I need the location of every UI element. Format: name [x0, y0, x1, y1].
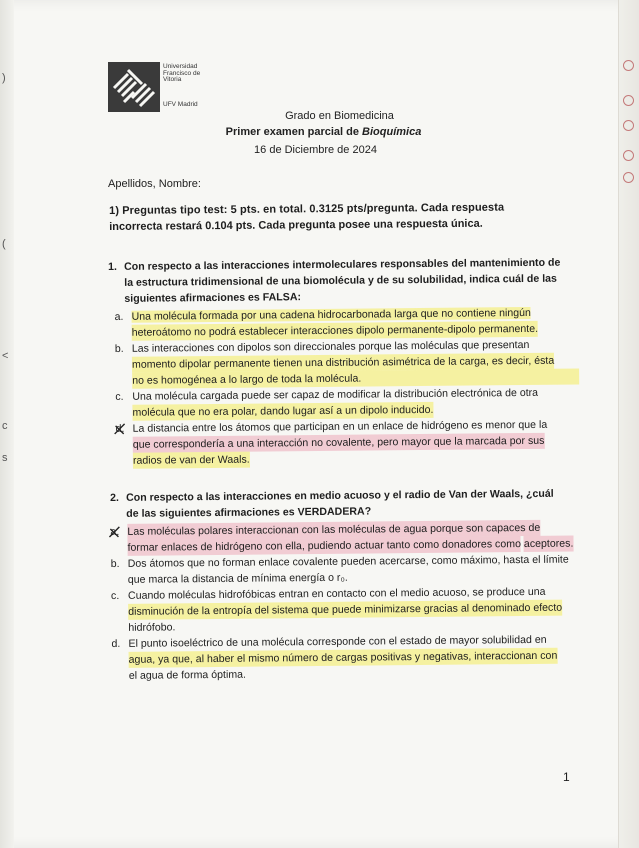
question-line: la estructura tridimensional de una biomolécula y de su solubilidad, indica cuál de las — [124, 272, 557, 289]
option-line: el agua de forma óptima. — [128, 668, 247, 682]
edge-mark: c — [2, 420, 8, 432]
option-line: Una molécula formada por una cadena hidrocarbonada larga que no contiene ningún — [131, 306, 531, 323]
question-2 — [110, 485, 582, 684]
exam-title — [4, 126, 639, 138]
option-line: disminución de la entropía del sistema que puede minimizarse gracias al denominado efecto — [128, 601, 563, 618]
edge-mark: s — [2, 452, 8, 464]
exam-subject: Bioquímica — [362, 126, 422, 138]
answer-option-c[interactable] — [111, 583, 581, 636]
selected-mark-icon — [114, 423, 126, 435]
question-number: 1. — [108, 260, 117, 273]
edge-mark: ( — [2, 238, 6, 250]
answer-option-c[interactable] — [115, 384, 579, 420]
question-line: Con respecto a las interacciones intermoleculares responsables del mantenimiento de — [124, 256, 561, 273]
question-number: 2. — [110, 491, 119, 504]
section-line: incorrecta restará 0.104 pts. Cada pregunta posee una respuesta única. — [109, 217, 483, 233]
exam-date: 16 de Diciembre de 2024 — [254, 144, 377, 156]
degree-title: Grado en Biomedicina — [285, 110, 394, 122]
option-line: formar enlaces de hidrógeno con ella, pudiendo actuar tanto como donadores como — [127, 538, 522, 554]
option-letter: a. — [110, 525, 120, 538]
selected-mark-icon — [108, 526, 120, 538]
question-stem — [124, 254, 578, 306]
option-letter: c. — [110, 589, 120, 602]
option-line: Dos átomos que no forman enlace covalente pueden acercarse, como máximo, hasta el límite — [127, 553, 569, 570]
university-name-line: Universidad — [163, 63, 198, 70]
answer-option-b[interactable] — [111, 551, 581, 588]
strip-dot — [623, 60, 634, 71]
option-line: que correspondería a una interacción no covalente, pero mayor que la marcada por sus — [132, 434, 545, 451]
strip-dot — [623, 172, 634, 183]
exam-title-text: Primer examen parcial de — [225, 126, 363, 138]
option-line: momento dipolar permanente tienen una distribución asimétrica de la carga, es decir, ésta — [131, 354, 555, 371]
question-line: de las siguientes afirmaciones es VERDADERA? — [126, 505, 372, 520]
option-line: Cuando moléculas hidrofóbicas entran en contacto con el medio acuoso, se produce una — [127, 585, 546, 602]
section-line: 1) Preguntas tipo test: 5 pts. en total. 0.3125 pts/pregunta. Cada respuesta — [109, 201, 505, 217]
option-line: que marca la distancia de mínima energía o r₀. — [127, 571, 348, 586]
edge-mark: ) — [2, 72, 6, 84]
university-name-line: Francisco de — [163, 69, 201, 77]
university-name-line: Vitoria — [163, 76, 182, 83]
university-name — [163, 64, 200, 84]
option-line: radios de van der Waals. — [132, 453, 250, 467]
answer-option-d[interactable] — [111, 631, 581, 684]
option-line: La distancia entre los átomos que participan en un enlace de hidrógeno es menor que la — [132, 418, 548, 435]
option-line: agua, ya que, al haber el mismo número de cargas positivas y negativas, interaccionan con — [128, 649, 558, 666]
option-line: Las interacciones con dipolos son direccionales porque las moléculas que presentan — [131, 338, 530, 355]
question-stem — [126, 485, 580, 521]
option-line: no es homogénea a lo largo de toda la molécula. — [132, 368, 579, 388]
edge-mark: < — [2, 350, 9, 362]
option-line: molécula que no era polar, dando lugar así a un dipolo inducido. — [132, 403, 434, 419]
option-letter: d. — [115, 422, 125, 435]
option-letter: b. — [114, 342, 124, 355]
name-field-label: Apellidos, Nombre: — [108, 178, 201, 190]
option-line: aceptores. — [523, 537, 574, 551]
option-line: Una molécula cargada puede ser capaz de modificar la distribución electrónica de otra — [132, 386, 539, 403]
option-letter: b. — [110, 557, 120, 570]
answer-option-d[interactable] — [116, 416, 580, 468]
campus-label: UFV Madrid — [163, 101, 198, 108]
question-line: Con respecto a las interacciones en medio acuoso y el radio de Van der Waals, ¿cuál — [126, 487, 554, 504]
option-line: Las moléculas polares interaccionan con las moléculas de agua porque son capaces de — [127, 521, 541, 538]
section-instructions — [109, 199, 579, 235]
question-1 — [108, 254, 580, 469]
option-line: El punto isoeléctrico de una molécula corresponde con el estado de mayor solubilidad en — [128, 633, 547, 650]
answer-option-a[interactable] — [110, 519, 580, 556]
university-logo-icon — [108, 62, 160, 112]
page-number: 1 — [563, 770, 570, 784]
option-letter: d. — [111, 637, 121, 650]
answer-option-a[interactable] — [114, 304, 578, 340]
strip-dot — [623, 95, 634, 106]
option-line: heteroátomo no podrá establecer interacciones dipolo permanente-dipolo permanente. — [131, 322, 539, 339]
question-line: siguientes afirmaciones es FALSA: — [124, 291, 302, 305]
option-line: hidrófobo. — [128, 621, 176, 634]
option-letter: a. — [114, 310, 124, 323]
answer-option-b[interactable] — [115, 336, 579, 388]
option-letter: c. — [115, 390, 124, 403]
